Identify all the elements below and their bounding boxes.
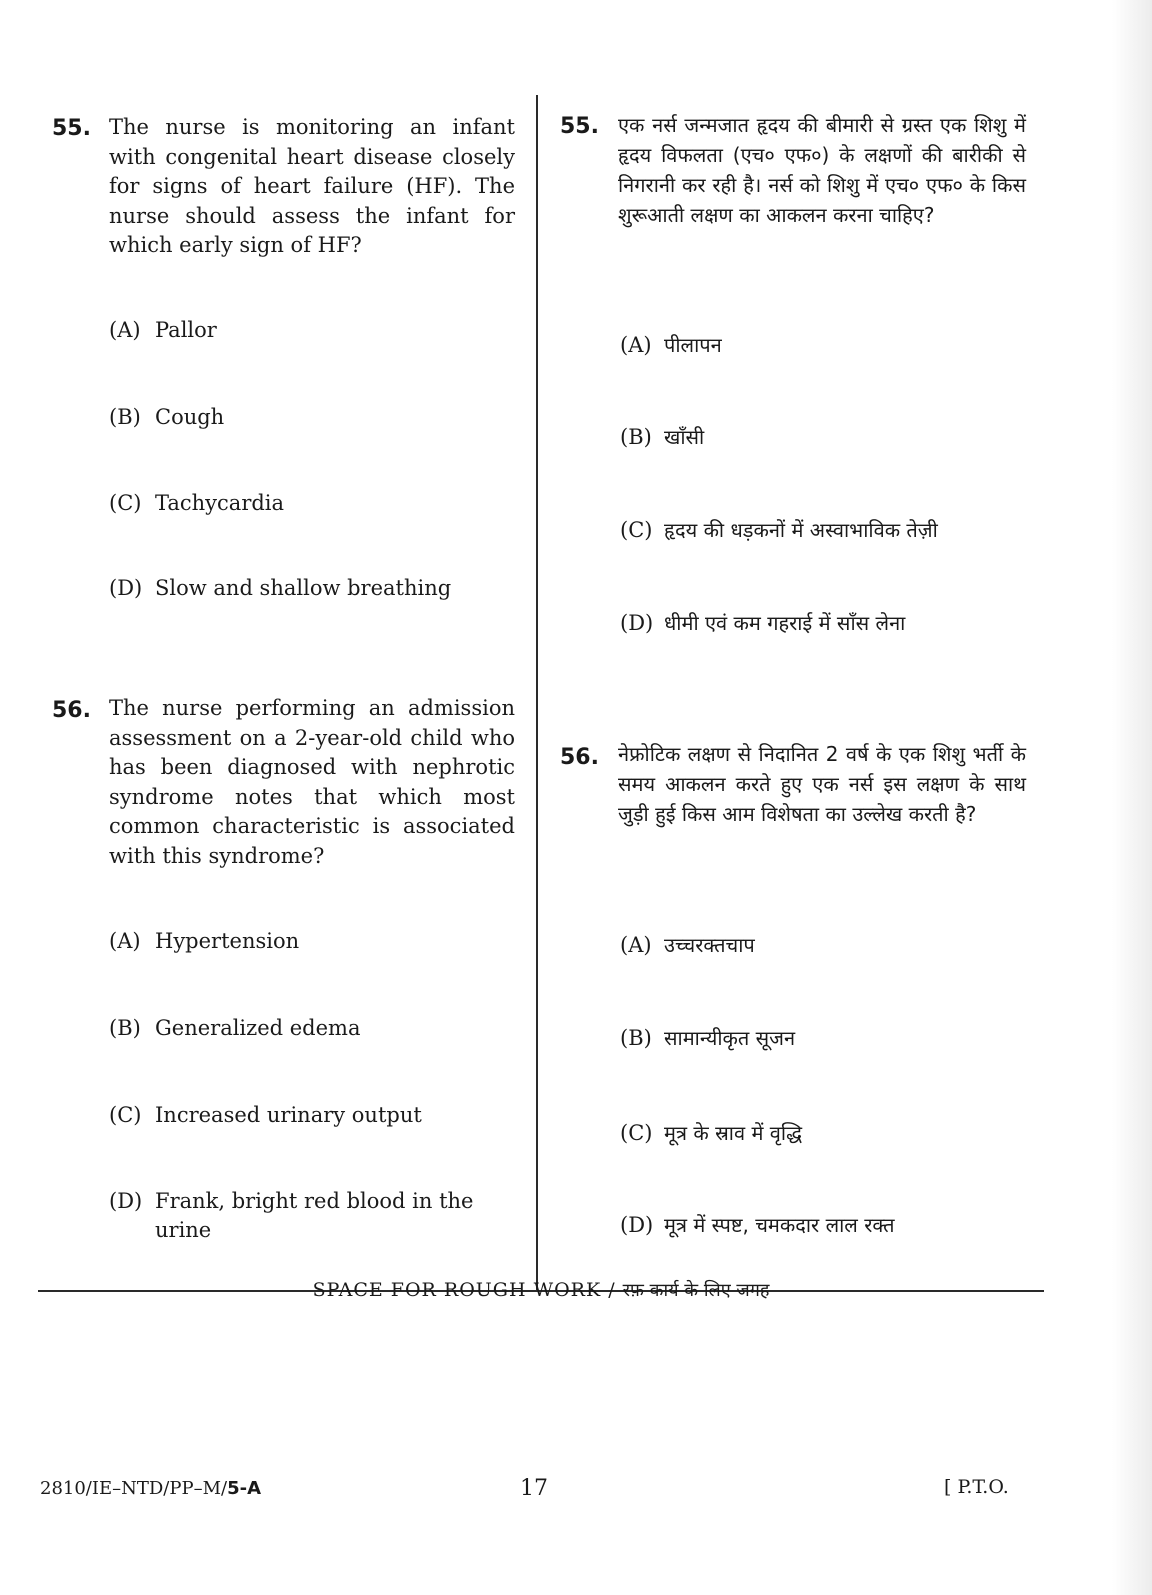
paper-code (40, 1478, 261, 1499)
option-text: Slow and shallow breathing (155, 576, 452, 600)
question-56-number-hi: 56. (560, 745, 599, 770)
question-55-option-a-hi (620, 331, 1030, 360)
option-text: धीमी एवं कम गहराई में साँस लेना (664, 611, 906, 635)
option-text: उच्चरक्तचाप (664, 933, 755, 957)
option-label: (D) (109, 1189, 143, 1213)
option-label: (B) (109, 405, 141, 429)
question-55-text-en: The nurse is monitoring an infant with congenital heart disease closely for signs of heart failure (HF). The nurse should assess the infant for which early sign of HF? (109, 115, 515, 257)
question-55-option-c-en (109, 489, 519, 518)
question-55-option-b-hi (620, 423, 1030, 452)
option-label: (D) (620, 611, 654, 635)
question-56-option-d-hi (620, 1211, 1030, 1240)
page-edge-shadow (1112, 0, 1152, 1595)
question-55-number-en: 55. (52, 116, 91, 141)
option-label: (A) (109, 318, 141, 342)
question-56-option-c-en (109, 1101, 519, 1130)
option-label: (C) (109, 1103, 142, 1127)
question-56-option-d-en (109, 1187, 519, 1245)
question-55-number-hi: 55. (560, 114, 599, 139)
option-text: मूत्र में स्पष्ट, चमकदार लाल रक्त (664, 1213, 895, 1237)
paper-code-set: 5-A (227, 1478, 262, 1499)
option-text: Hypertension (155, 929, 300, 953)
option-text: पीलापन (664, 333, 722, 357)
option-label: (B) (620, 1026, 652, 1050)
option-text: मूत्र के स्राव में वृद्धि (664, 1121, 803, 1145)
rough-work-separator: / (601, 1279, 623, 1301)
rough-work-english: SPACE FOR ROUGH WORK (312, 1279, 602, 1301)
question-55-option-d-hi (620, 609, 1030, 638)
option-label: (C) (620, 518, 653, 542)
option-label: (B) (109, 1016, 141, 1040)
option-text: Generalized edema (155, 1016, 361, 1040)
question-56-option-c-hi (620, 1119, 1030, 1148)
option-label: (D) (109, 576, 143, 600)
option-text: Increased urinary output (155, 1103, 422, 1127)
option-label: (A) (620, 933, 652, 957)
option-text: Frank, bright red blood in the urine (155, 1189, 474, 1242)
option-text: सामान्यीकृत सूजन (664, 1026, 796, 1050)
question-56-option-a-hi (620, 931, 1030, 960)
option-label: (A) (109, 929, 141, 953)
pto-label: [ P.T.O. (944, 1476, 1009, 1498)
rough-work-hindi: रफ़ कार्य के लिए जगह (622, 1280, 770, 1301)
paper-code-prefix: 2810/IE–NTD/PP–M/ (40, 1478, 228, 1499)
page-number: 17 (520, 1476, 548, 1501)
question-55-option-c-hi (620, 516, 1030, 545)
question-55-option-b-en (109, 403, 519, 432)
question-56-text-hi: नेफ्रोटिक लक्षण से निदानित 2 वर्ष के एक शिशु भर्ती के समय आकलन करते हुए एक नर्स इस लक्षण के साथ जुड़ी हुई किस आम विशेषता का उल्लेख करती है? (618, 742, 1026, 826)
option-label: (C) (109, 491, 142, 515)
option-text: हृदय की धड़कनों में अस्वाभाविक तेज़ी (664, 518, 938, 542)
question-56-number-en: 56. (52, 698, 91, 723)
option-text: खाँसी (664, 425, 705, 449)
option-label: (C) (620, 1121, 653, 1145)
option-text: Tachycardia (155, 491, 285, 515)
question-56-text-en: The nurse performing an admission assessment on a 2-year-old child who has been diagnosed with nephrotic syndrome notes that which most common characteristic is associated with this syndrome? (109, 696, 515, 868)
option-label: (D) (620, 1213, 654, 1237)
option-text: Pallor (155, 318, 217, 342)
question-56-option-b-hi (620, 1024, 1030, 1053)
question-56-option-b-en (109, 1014, 519, 1043)
option-label: (A) (620, 333, 652, 357)
question-55-option-d-en (109, 574, 519, 603)
question-55-option-a-en (109, 316, 519, 345)
option-label: (B) (620, 425, 652, 449)
option-text: Cough (155, 405, 225, 429)
rough-work-heading (0, 1278, 1082, 1302)
question-56-option-a-en (109, 927, 519, 956)
question-55-text-hi: एक नर्स जन्मजात हृदय की बीमारी से ग्रस्त एक शिशु में हृदय विफलता (एच० एफ०) के लक्षणों की बारीकी से निगरानी कर रही है। नर्स को शिशु में एच० एफ० के किस शुरूआती लक्षण का आकलन करना चाहिए? (618, 113, 1026, 227)
column-divider (536, 95, 538, 1290)
